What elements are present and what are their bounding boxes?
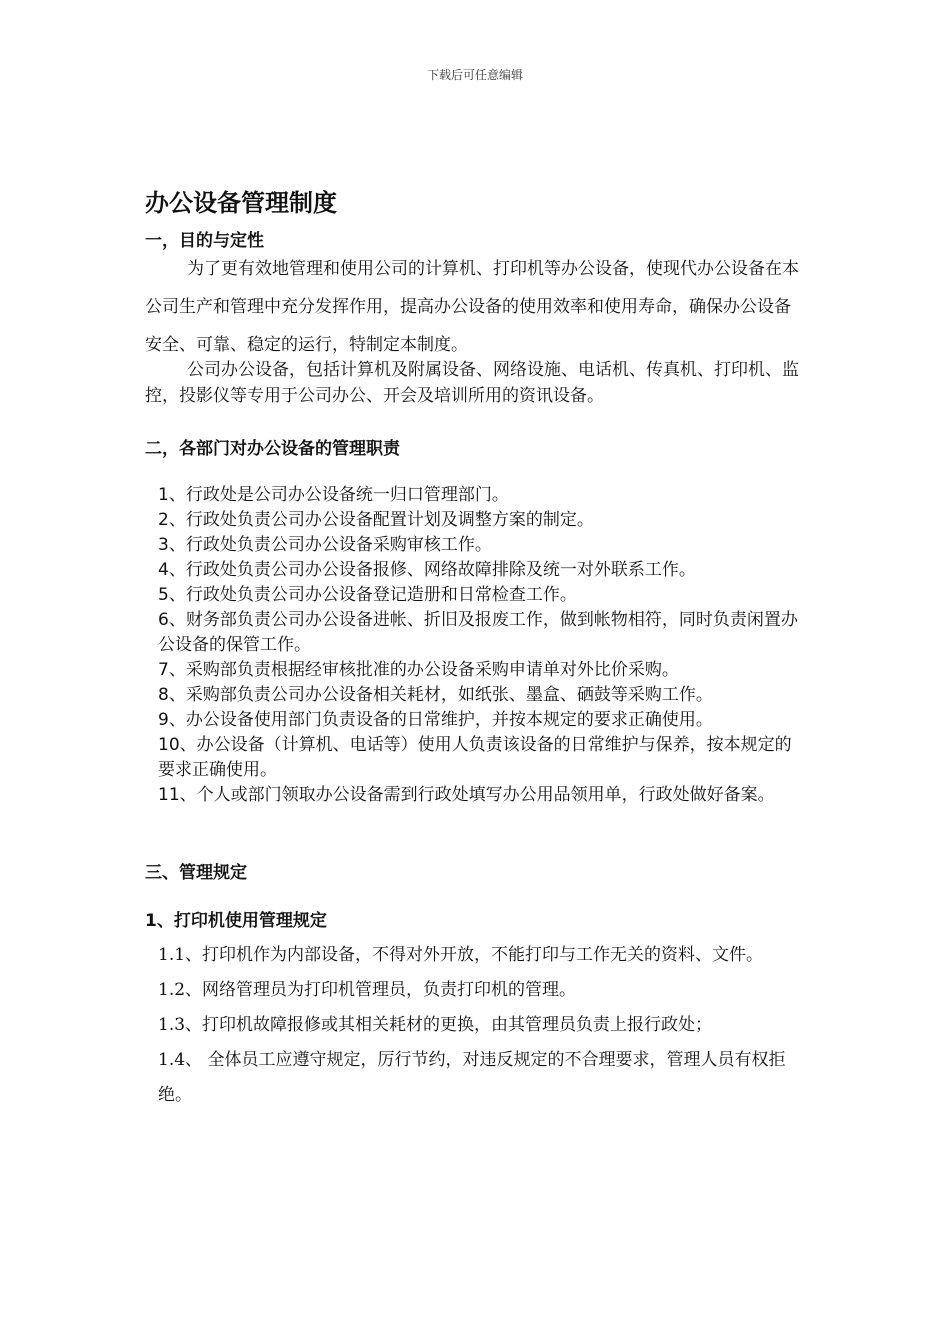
list-item: 1.1、打印机作为内部设备，不得对外开放，不能打印与工作无关的资料、文件。 [158, 945, 764, 965]
section-1-paragraph-1: 为了更有效地管理和使用公司的计算机、打印机等办公设备，使现代办公设备在本公司生产和管理中充分发挥作用，提高办公设备的使用效率和使用寿命，确保办公设备安全、可靠、稳定的运行，特制定本制度。 [145, 259, 799, 355]
duties-list [158, 483, 803, 808]
list-item: 5、行政处负责公司办公设备登记造册和日常检查工作。 [158, 585, 577, 605]
list-item: 6、财务部负责公司办公设备进帐、折旧及报废工作，做到帐物相符，同时负责闲置办公设备的保管工作。 [158, 610, 798, 655]
list-item: 1.3、打印机故障报修或其相关耗材的更换，由其管理员负责上报行政处； [158, 1015, 713, 1035]
list-item: 10、办公设备（计算机、电话等）使用人负责该设备的日常维护与保养，按本规定的要求正确使用。 [158, 735, 792, 780]
list-item: 11、个人或部门领取办公设备需到行政处填写办公用品领用单，行政处做好备案。 [158, 785, 775, 805]
list-item: 7、采购部负责根据经审核批准的办公设备采购申请单对外比价采购。 [158, 660, 679, 680]
list-item: 2、行政处负责公司办公设备配置计划及调整方案的制定。 [158, 510, 594, 530]
list-item: 4、行政处负责公司办公设备报修、网络故障排除及统一对外联系工作。 [158, 560, 696, 580]
list-item: 3、行政处负责公司办公设备采购审核工作。 [158, 535, 492, 555]
printer-rules-heading: 1、打印机使用管理规定 [145, 911, 327, 931]
document-title: 办公设备管理制度 [145, 188, 337, 217]
printer-rules-list [158, 938, 803, 1113]
list-item: 1、行政处是公司办公设备统一归口管理部门。 [158, 485, 509, 505]
list-item: 8、采购部负责公司办公设备相关耗材，如纸张、墨盒、硒鼓等采购工作。 [158, 685, 713, 705]
list-item: 1.2、网络管理员为打印机管理员，负责打印机的管理。 [158, 980, 577, 1000]
list-item: 1.4、 全体员工应遵守规定，厉行节约，对违反规定的不合理要求，管理人员有权拒绝。 [158, 1050, 786, 1105]
section-1-heading: 一，目的与定性 [145, 231, 264, 251]
header-note: 下载后可任意编辑 [426, 68, 523, 82]
section-2-heading: 二，各部门对办公设备的管理职责 [145, 439, 400, 459]
list-item: 9、办公设备使用部门负责设备的日常维护，并按本规定的要求正确使用。 [158, 710, 713, 730]
section-1-paragraph-2: 公司办公设备，包括计算机及附属设备、网络设施、电话机、传真机、打印机、监控，投影仪等专用于公司办公、开会及培训所用的资讯设备。 [145, 360, 799, 406]
section-3-heading: 三、管理规定 [145, 863, 247, 883]
